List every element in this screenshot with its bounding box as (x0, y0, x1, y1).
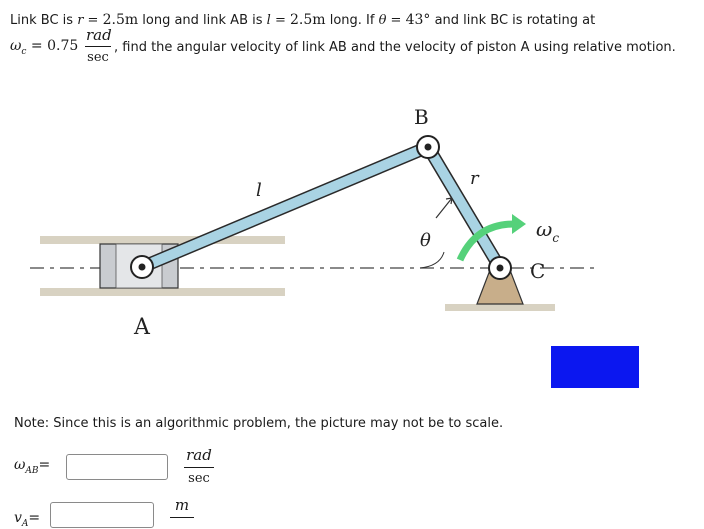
var-l: l (266, 13, 271, 28)
label-a: A (134, 315, 150, 340)
wab-answer-input[interactable] (66, 454, 168, 480)
pin-b-center (425, 144, 432, 151)
equals-sign: = (30, 38, 43, 54)
sec-unit-denominator: sec (87, 50, 109, 65)
label-r: r (470, 168, 479, 189)
ground (445, 304, 555, 311)
omega-c-value: 0.75 (47, 38, 79, 54)
lower-guide-rail (40, 288, 285, 296)
equals-sign: = (38, 457, 51, 473)
label-omega: $\omega_c$ (536, 217, 560, 245)
label-c: C (530, 259, 546, 283)
r-value: 2.5m (102, 12, 139, 28)
label-l: l (256, 180, 262, 201)
omega-glyph: ω (10, 38, 22, 54)
equals-sign: = (87, 13, 99, 28)
r-arrow-icon (436, 198, 452, 218)
wab-subscript: AB (25, 465, 39, 476)
problem-text: long and link AB is (142, 13, 263, 28)
va-unit-bar (170, 517, 194, 518)
wab-unit-numerator: rad (186, 446, 212, 464)
note-text: Note: Since this is an algorithmic problem, the picture may not be to scale. (14, 416, 504, 431)
equals-sign: = (390, 13, 402, 28)
redaction-box (551, 346, 639, 388)
l-value: 2.5m (290, 12, 326, 28)
label-theta: θ (420, 230, 431, 251)
problem-text: Link BC is (10, 13, 74, 28)
var-theta: θ (378, 13, 387, 28)
theta-value: 43° (405, 12, 431, 28)
omega-glyph: ω (14, 457, 26, 473)
problem-text: and link BC is rotating at (434, 13, 596, 28)
va-unit-numerator: m (174, 496, 190, 514)
var-r: r (77, 13, 84, 28)
pin-a-center (139, 264, 146, 271)
rad-unit-numerator: rad (86, 26, 112, 44)
problem-line-2: , find the angular velocity of link AB and the velocity of piston A using relative motion. (114, 40, 676, 55)
label-b: B (414, 105, 429, 129)
va-answer-input[interactable] (50, 502, 154, 528)
theta-angle-mark (420, 252, 444, 268)
pin-c-center (497, 265, 504, 272)
omega-subscript: c (21, 46, 27, 57)
wab-unit-denominator: sec (188, 471, 210, 486)
upper-guide-rail (40, 236, 285, 244)
problem-text: long. If (329, 13, 375, 28)
link-ab-fill (142, 147, 428, 267)
wab-label (14, 457, 50, 476)
omega-arrowhead-icon (512, 214, 526, 234)
va-subscript: A (21, 518, 29, 529)
equals-sign: = (28, 510, 41, 526)
equals-sign: = (274, 13, 286, 28)
v-glyph: v (14, 510, 22, 526)
wab-unit-bar (184, 467, 214, 468)
